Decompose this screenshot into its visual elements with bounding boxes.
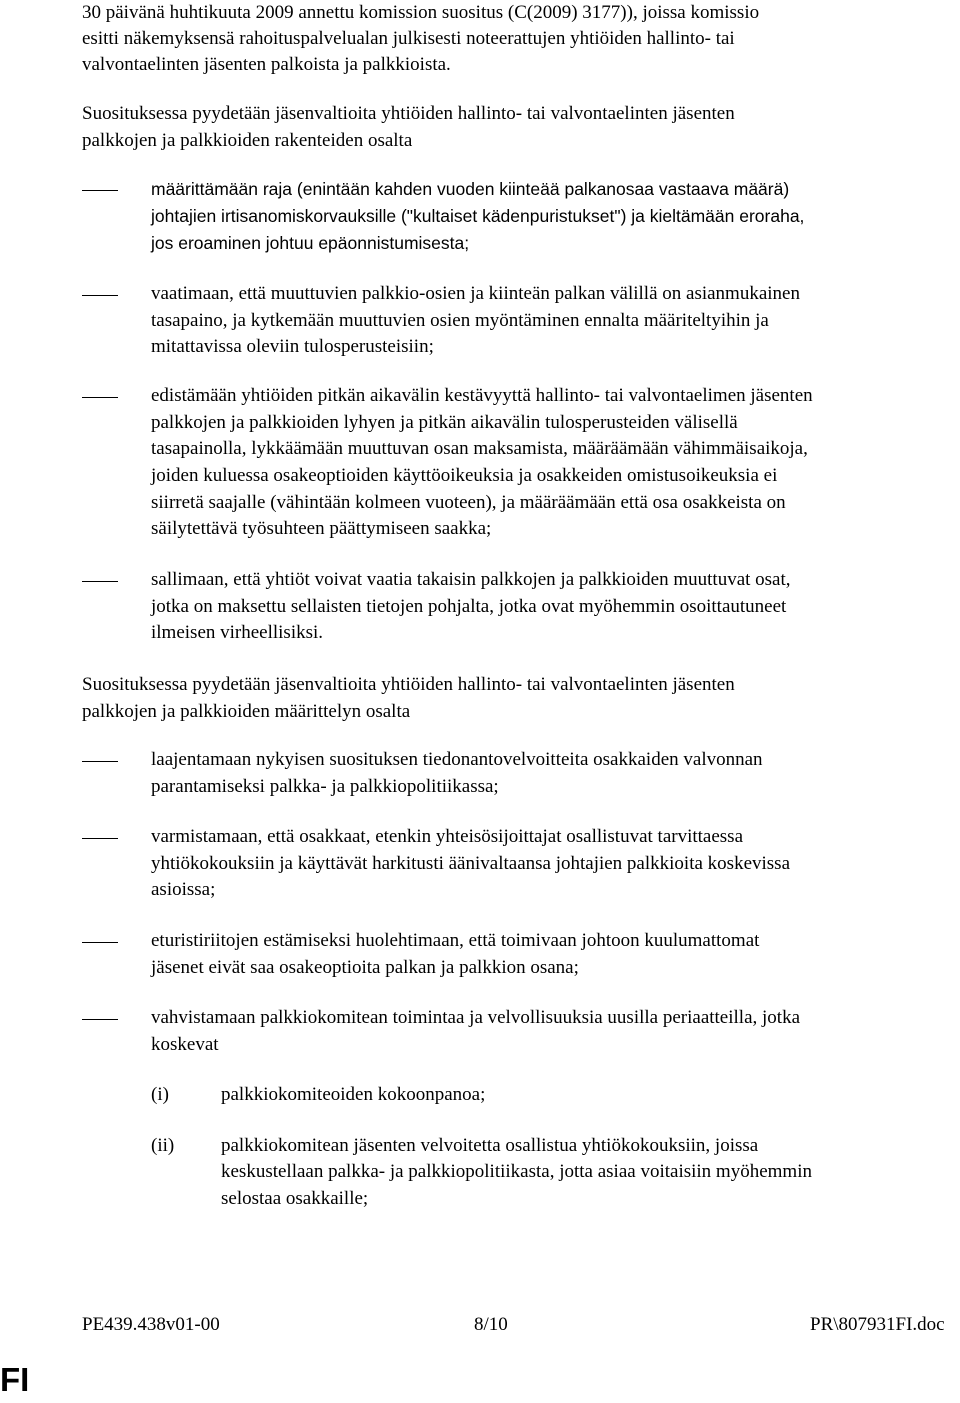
dash-marker: [82, 581, 118, 582]
item-line: määrittämään raja (enintään kahden vuoden kiinteää palkanosaa vastaava määrä): [151, 179, 790, 199]
document-reference: PE439.438v01-00: [82, 1314, 220, 1335]
item-line: siirretä saajalle (vähintään kolmeen vuoteen), ja määräämään että osa osakkeista on: [151, 492, 786, 513]
item-line: jäsenet eivät saa osakeoptioita palkan ja palkkion osana;: [151, 957, 579, 978]
item-line: jotka on maksettu sellaisten tietojen pohjalta, jotka ovat myöhemmin osoittautuneet: [151, 596, 787, 617]
item-line: parantamiseksi palkka- ja palkkiopolitiikassa;: [151, 776, 499, 797]
item-line: jos eroaminen johtuu epäonnistumisesta;: [151, 233, 470, 253]
dash-marker: [82, 838, 118, 839]
intro-line: valvontaelinten jäsenten palkoista ja palkkioista.: [82, 54, 451, 75]
item-line: laajentamaan nykyisen suosituksen tiedonantovelvoitteita osakkaiden valvonnan: [151, 749, 763, 770]
subitem-line: keskustellaan palkka- ja palkkiopolitiikasta, jotta asiaa voitaisiin myöhemmin: [221, 1161, 812, 1182]
subitem-marker: (ii): [151, 1135, 175, 1156]
subitem-line: selostaa osakkaille;: [221, 1188, 369, 1209]
language-code: FI: [0, 1361, 30, 1398]
item-line: tasapainolla, lykkäämään muuttuvan osan maksamista, määräämään vähimmäisaikoja,: [151, 438, 808, 459]
item-line: tasapaino, ja kytkemään muuttuvien osien myöntäminen ennalta määriteltyihin ja: [151, 310, 769, 331]
file-name: PR\807931FI.doc: [810, 1314, 945, 1335]
subitem-marker: (i): [151, 1084, 169, 1105]
lead-line: Suosituksessa pyydetään jäsenvaltioita yhtiöiden hallinto- tai valvontaelinten jäsenten: [82, 103, 735, 124]
item-line: edistämään yhtiöiden pitkän aikavälin kestävyyttä hallinto- tai valvontaelimen jäsenten: [151, 385, 813, 406]
dash-marker: [82, 397, 118, 398]
item-line: asioissa;: [151, 879, 216, 900]
page-number: 8/10: [474, 1314, 508, 1335]
item-line: sallimaan, että yhtiöt voivat vaatia takaisin palkkojen ja palkkioiden muuttuvat osat,: [151, 569, 791, 590]
item-line: varmistamaan, että osakkaat, etenkin yhteisösijoittajat osallistuvat tarvittaessa: [151, 826, 743, 847]
item-line: vahvistamaan palkkiokomitean toimintaa ja velvollisuuksia uusilla periaatteilla, jotka: [151, 1007, 800, 1028]
item-line: joiden kuluessa osakeoptioiden käyttöoikeuksia ja osakkeiden omistusoikeuksia ei: [151, 465, 778, 486]
item-line: mitattavissa oleviin tulosperusteisiin;: [151, 336, 434, 357]
item-line: johtajien irtisanomiskorvauksille ("kultaiset kädenpuristukset") ja kieltämään eroraha,: [151, 206, 805, 226]
subitem-line: palkkiokomitean jäsenten velvoitetta osallistua yhtiökokouksiin, joissa: [221, 1135, 759, 1156]
item-line: palkkojen ja palkkioiden lyhyen ja pitkän aikavälin tulosperusteiden välisellä: [151, 412, 738, 433]
item-line: säilytettävä työsuhteen päättymiseen saakka;: [151, 518, 492, 539]
dash-marker: [82, 942, 118, 943]
dash-marker: [82, 1019, 118, 1020]
dash-marker: [82, 295, 118, 296]
lead-line: palkkojen ja palkkioiden määrittelyn osalta: [82, 701, 411, 722]
dash-marker: [82, 761, 118, 762]
dash-marker: [82, 190, 118, 191]
lead-line: Suosituksessa pyydetään jäsenvaltioita yhtiöiden hallinto- tai valvontaelinten jäsenten: [82, 674, 735, 695]
item-line: koskevat: [151, 1034, 219, 1055]
lead-line: palkkojen ja palkkioiden rakenteiden osalta: [82, 130, 413, 151]
item-line: eturistiriitojen estämiseksi huolehtimaan, että toimivaan johtoon kuulumattomat: [151, 930, 760, 951]
item-line: yhtiökokouksiin ja käyttävät harkitusti äänivaltaansa johtajien palkkioita koskevissa: [151, 853, 790, 874]
intro-line: esitti näkemyksensä rahoituspalvelualan julkisesti noteerattujen yhtiöiden hallinto- tai: [82, 28, 735, 49]
subitem-line: palkkiokomiteoiden kokoonpanoa;: [221, 1084, 486, 1105]
item-line: ilmeisen virheellisiksi.: [151, 622, 324, 643]
item-line: vaatimaan, että muuttuvien palkkio-osien ja kiinteän palkan välillä on asianmukainen: [151, 283, 800, 304]
intro-line: 30 päivänä huhtikuuta 2009 annettu komission suositus (C(2009) 3177)), joissa komissio: [82, 2, 760, 23]
